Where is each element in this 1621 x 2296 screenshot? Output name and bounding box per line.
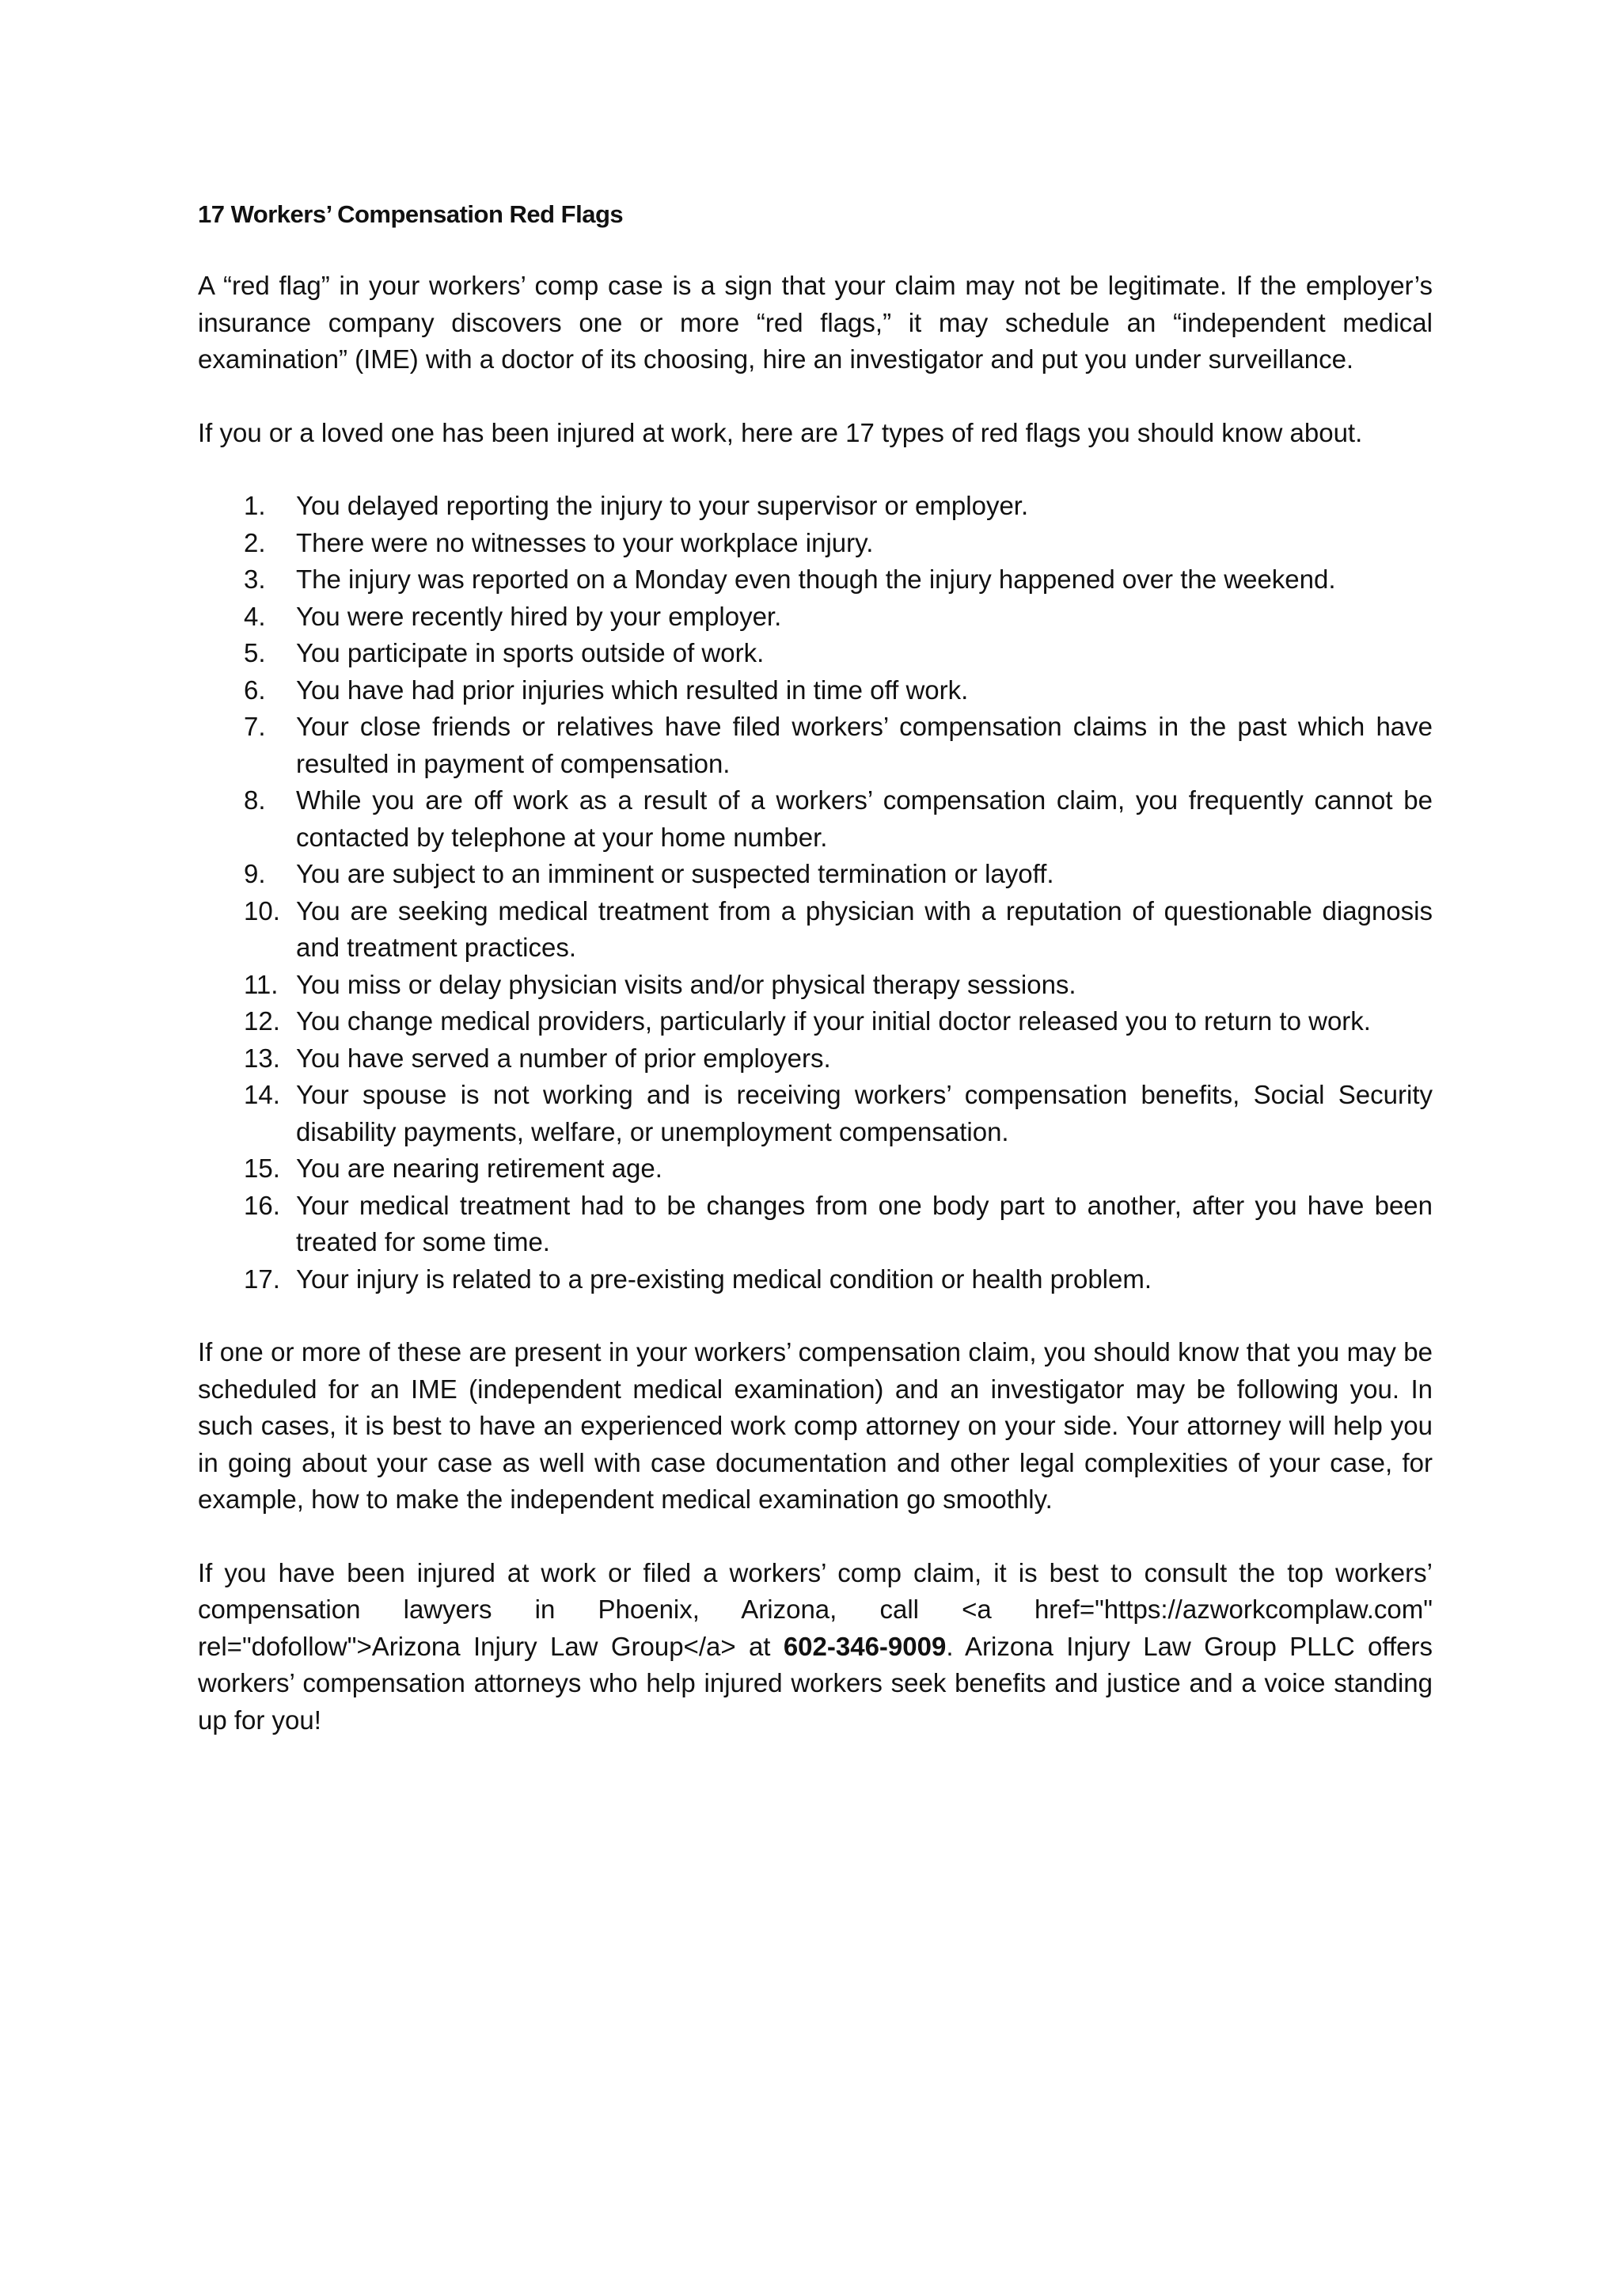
list-text: You miss or delay physician visits and/or physical therapy sessions. — [296, 969, 1076, 999]
list-number: 11. — [244, 969, 279, 999]
list-number: 15. — [244, 1154, 280, 1183]
list-text: You are seeking medical treatment from a physician with a reputation of questionable diagnosis and treatment practices. — [296, 895, 1433, 962]
list-number: 17. — [244, 1264, 280, 1294]
list-item — [198, 599, 1433, 636]
list-item — [198, 893, 1433, 967]
list-text: The injury was reported on a Monday even though the injury happened over the weekend. — [296, 564, 1336, 594]
list-text: You have served a number of prior employers. — [296, 1043, 831, 1073]
list-item — [198, 967, 1433, 1004]
conclusion-paragraph: If one or more of these are present in your workers’ compensation claim, you should know that you may be scheduled for an IME (independent medical examination) and an investigator may be following you. In such cases, it is best to have an experienced work comp attorney on your side. Your attorney will help you in going about your case as well with case documentation and other legal complexities of your case, for example, how to make the independent medical examination go smoothly. — [198, 1337, 1433, 1514]
list-number: 4. — [244, 601, 266, 631]
list-item — [198, 672, 1433, 709]
list-text: You delayed reporting the injury to your supervisor or employer. — [296, 491, 1029, 520]
list-text: Your medical treatment had to be changes from one body part to another, after you have been treated for some time. — [296, 1190, 1433, 1256]
list-number: 14. — [244, 1080, 280, 1109]
list-text: You change medical providers, particularly if your initial doctor released you to return to work. — [296, 1006, 1371, 1036]
list-item — [198, 856, 1433, 893]
list-text: Your injury is related to a pre-existing medical condition or health problem. — [296, 1264, 1152, 1294]
list-item — [198, 525, 1433, 562]
list-text: Your close friends or relatives have filed workers’ compensation claims in the past which have resulted in payment of compensation. — [296, 712, 1433, 778]
list-item — [198, 1040, 1433, 1078]
list-number: 9. — [244, 859, 266, 888]
document-page — [198, 196, 1433, 1739]
list-item — [198, 1261, 1433, 1298]
list-item — [198, 782, 1433, 856]
list-number: 1. — [244, 491, 266, 520]
list-number: 5. — [244, 638, 266, 667]
list-text: You were recently hired by your employer. — [296, 601, 782, 631]
list-item — [198, 1077, 1433, 1150]
list-text: Your spouse is not working and is receiving workers’ compensation benefits, Social Security disability payments, welfare, or unemployment compensation. — [296, 1080, 1433, 1146]
list-number: 16. — [244, 1190, 280, 1220]
list-item — [198, 635, 1433, 672]
list-item — [198, 561, 1433, 599]
list-number: 7. — [244, 712, 266, 741]
list-item — [198, 1188, 1433, 1261]
list-item — [198, 709, 1433, 782]
list-number: 2. — [244, 527, 266, 557]
list-item — [198, 1150, 1433, 1188]
document-title: 17 Workers’ Compensation Red Flags — [198, 200, 624, 228]
list-text: You are subject to an imminent or suspected termination or layoff. — [296, 859, 1054, 888]
list-text: You participate in sports outside of work. — [296, 638, 765, 667]
intro-paragraph: A “red flag” in your workers’ comp case is a sign that your claim may not be legitimate. If the employer’s insurance company discovers one or more “red flags,” it may schedule an “independent medical examination” (IME) with a doctor of its choosing, hire an investigator and put you under surveillance. — [198, 271, 1433, 374]
closing-text-before: If you have been injured at work or filed a workers’ comp claim, it is best to consult the top workers’ compensation lawyers in Phoenix, Arizona, call <a href="https://azworkcomplaw.com" rel="dofollow">Arizona Injury Law Group</a> at — [198, 1557, 1433, 1661]
lead-paragraph: If you or a loved one has been injured at work, here are 17 types of red flags you should know about. — [198, 417, 1363, 447]
list-item — [198, 1003, 1433, 1040]
list-number: 3. — [244, 564, 266, 594]
list-item — [198, 488, 1433, 525]
list-text: There were no witnesses to your workplace injury. — [296, 527, 874, 557]
red-flags-list — [198, 488, 1433, 1298]
list-text: You have had prior injuries which resulted in time off work. — [296, 675, 969, 705]
list-number: 10. — [244, 895, 280, 926]
list-number: 13. — [244, 1043, 280, 1073]
list-number: 6. — [244, 675, 266, 705]
list-number: 12. — [244, 1006, 280, 1036]
closing-text-after: . Arizona Injury Law Group PLLC offers workers’ compensation attorneys who help injured workers seek benefits and justice and a voice standing up for you! — [198, 1631, 1433, 1735]
closing-paragraph — [198, 1555, 1433, 1739]
list-text: While you are off work as a result of a workers’ compensation claim, you frequently cannot be contacted by telephone at your home number. — [296, 785, 1433, 852]
list-number: 8. — [244, 785, 266, 815]
list-text: You are nearing retirement age. — [296, 1154, 662, 1183]
phone-number: 602-346-9009 — [783, 1631, 947, 1661]
